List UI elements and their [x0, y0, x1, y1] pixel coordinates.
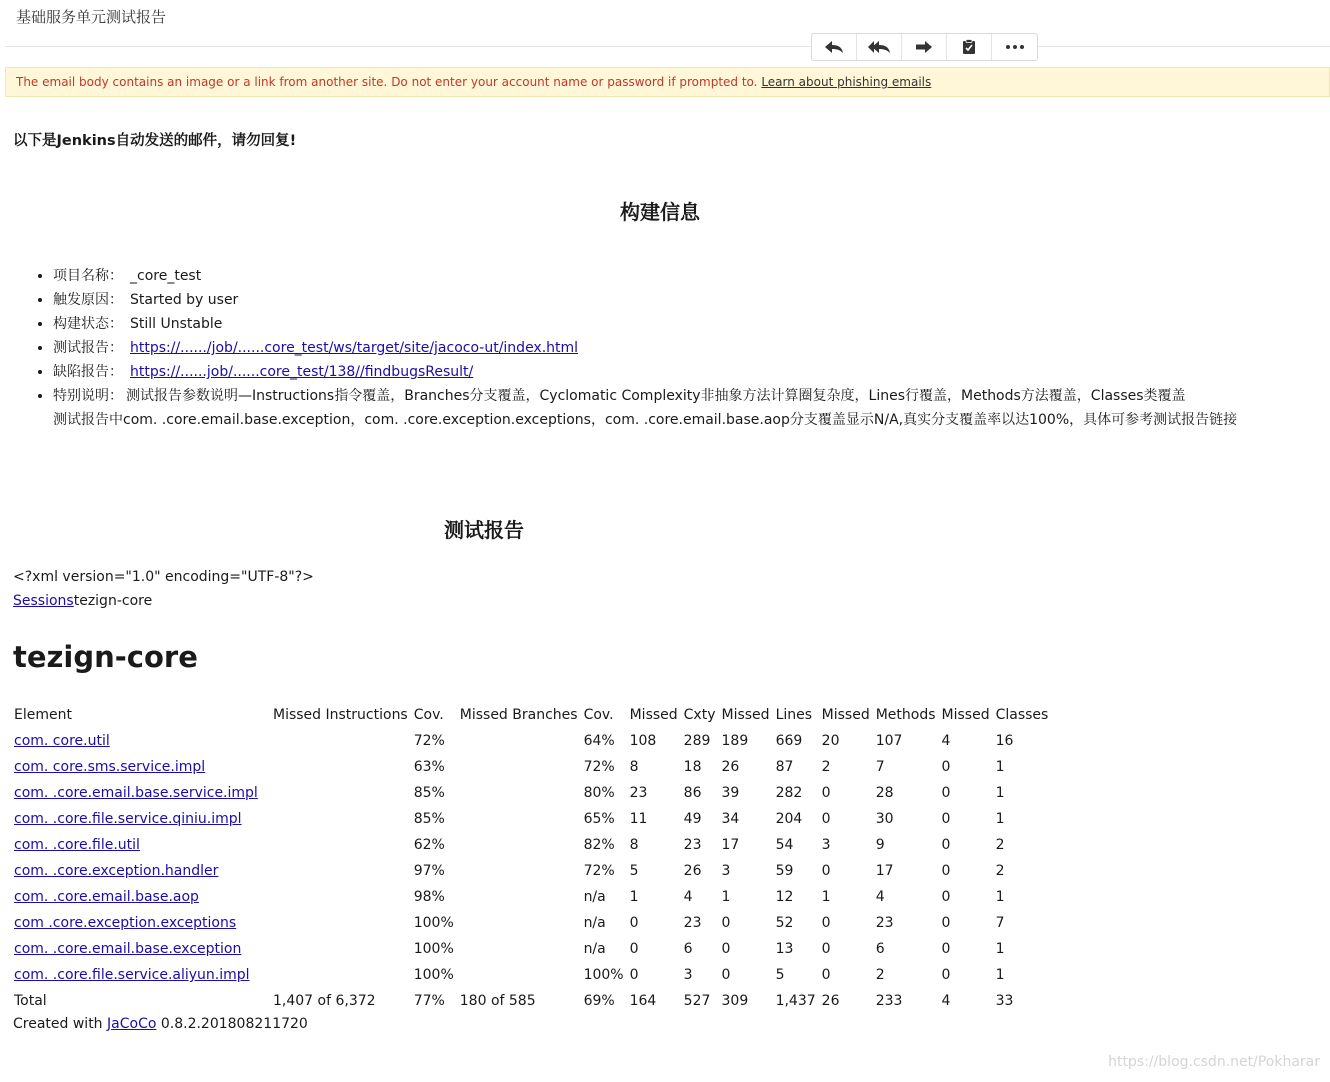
phishing-warning-text: The email body contains an image or a link from another site. Do not enter your account name or password if prompted to.: [16, 75, 758, 89]
cell-missed-methods: 0: [821, 863, 831, 879]
cell-empty: [270, 884, 411, 910]
cell-element: [11, 884, 270, 910]
cell-missed-lines: 0: [721, 967, 731, 983]
email-subject: 基础服务单元测试报告: [16, 8, 167, 26]
column-header: Methods: [875, 707, 936, 723]
cell-methods: 6: [875, 941, 885, 957]
cell-missed-classes: 0: [941, 967, 951, 983]
total-methods: 233: [875, 993, 903, 1009]
phishing-warning-banner: [5, 67, 1330, 97]
cell-lines: 5: [775, 967, 785, 983]
cell-classes: 1: [995, 785, 1005, 801]
table-row: [11, 962, 1051, 988]
cell-element: [11, 832, 270, 858]
cell-lines: 52: [775, 915, 794, 931]
cell-missed-lines: 17: [721, 837, 740, 853]
cell-missed-lines: 0: [721, 915, 731, 931]
column-header: Element: [14, 707, 72, 723]
total-row: [11, 988, 1051, 1014]
package-link[interactable]: com. .core.file.util: [14, 837, 140, 853]
xml-declaration: <?xml version="1.0" encoding="UTF-8"?>: [13, 569, 314, 585]
project-name-value: _core_test: [130, 268, 202, 284]
list-item: [53, 384, 1186, 408]
package-link[interactable]: com. .core.email.base.aop: [14, 889, 199, 905]
coverage-table-total: [11, 988, 1051, 1014]
cell-instr-cov: 98%: [413, 889, 445, 905]
cell-missed-cxty: 8: [629, 759, 639, 775]
footer-version: 0.8.2.201808211720: [160, 1016, 308, 1032]
total-missed-instructions: 1,407 of 6,372: [273, 993, 376, 1009]
cell-missed-methods: 0: [821, 785, 831, 801]
cell-lines: 87: [775, 759, 794, 775]
table-row: [11, 884, 1051, 910]
cell-missed-methods: 20: [821, 733, 840, 749]
package-link[interactable]: com. .core.email.base.service.impl: [14, 785, 258, 801]
total-missed-classes: 4: [941, 993, 951, 1009]
defect-report-link[interactable]: https://......job/......core_test/138//findbugsResult/: [130, 364, 474, 380]
cell-missed-classes: 0: [941, 915, 951, 931]
cell-missed-cxty: 8: [629, 837, 639, 853]
list-item: [53, 288, 1186, 312]
cell-empty: [457, 780, 581, 806]
cell-missed-cxty: 0: [629, 967, 639, 983]
column-header: Missed: [941, 707, 990, 723]
cell-branch-cov: 82%: [583, 837, 615, 853]
total-missed-branches: 180 of 585: [459, 993, 536, 1009]
cell-cxty: 18: [683, 759, 702, 775]
column-header: Missed: [821, 707, 870, 723]
clipboard-button[interactable]: [947, 34, 992, 60]
total-missed-methods: 26: [821, 993, 840, 1009]
cell-methods: 9: [875, 837, 885, 853]
cell-empty: [457, 858, 581, 884]
table-row: [11, 780, 1051, 806]
cell-lines: 282: [775, 785, 803, 801]
cell-instr-cov: 72%: [413, 733, 445, 749]
cell-instr-cov: 63%: [413, 759, 445, 775]
package-link[interactable]: com. .core.exception.handler: [14, 863, 219, 879]
cell-lines: 12: [775, 889, 794, 905]
cell-missed-methods: 2: [821, 759, 831, 775]
cell-cxty: 49: [683, 811, 702, 827]
breadcrumb-current: tezign-core: [73, 593, 153, 609]
cell-branch-cov: 80%: [583, 785, 615, 801]
cell-classes: 1: [995, 967, 1005, 983]
total-lines: 1,437: [775, 993, 816, 1009]
cell-branch-cov: 100%: [583, 967, 624, 983]
cell-lines: 59: [775, 863, 794, 879]
table-row: [11, 832, 1051, 858]
cell-missed-cxty: 11: [629, 811, 648, 827]
reply-button[interactable]: [812, 34, 857, 60]
reply-icon: [824, 40, 844, 54]
cell-missed-cxty: 0: [629, 941, 639, 957]
cell-missed-classes: 4: [941, 733, 951, 749]
column-header: Missed: [629, 707, 678, 723]
cell-missed-lines: 34: [721, 811, 740, 827]
learn-phishing-link[interactable]: Learn about phishing emails: [761, 75, 932, 89]
cell-missed-classes: 0: [941, 811, 951, 827]
clipboard-icon: [962, 39, 976, 55]
cell-element: [11, 754, 270, 780]
cell-cxty: 6: [683, 941, 693, 957]
cell-methods: 28: [875, 785, 894, 801]
cell-branch-cov: 65%: [583, 811, 615, 827]
cell-cxty: 86: [683, 785, 702, 801]
coverage-table: [11, 702, 1051, 1014]
forward-button[interactable]: [902, 34, 947, 60]
cell-instr-cov: 62%: [413, 837, 445, 853]
cell-lines: 54: [775, 837, 794, 853]
info-label: 构建状态：: [53, 316, 123, 332]
cell-missed-cxty: 0: [629, 915, 639, 931]
cell-missed-classes: 0: [941, 759, 951, 775]
header-row: [11, 702, 1051, 728]
cell-missed-cxty: 5: [629, 863, 639, 879]
watermark: https://blog.csdn.net/Pokharar: [1108, 1054, 1320, 1070]
cell-missed-lines: 189: [721, 733, 749, 749]
cell-element: [11, 858, 270, 884]
test-report-title: 测试报告: [444, 518, 524, 542]
coverage-table-header: [11, 702, 1051, 728]
cell-empty: [457, 832, 581, 858]
cell-cxty: 4: [683, 889, 693, 905]
cell-missed-methods: 0: [821, 811, 831, 827]
cell-element: [11, 910, 270, 936]
cell-lines: 13: [775, 941, 794, 957]
cell-methods: 107: [875, 733, 903, 749]
cell-methods: 7: [875, 759, 885, 775]
breadcrumb: [13, 593, 152, 609]
cell-missed-cxty: 1: [629, 889, 639, 905]
table-row: [11, 910, 1051, 936]
cell-empty: [457, 962, 581, 988]
info-label: 项目名称：: [53, 268, 123, 284]
header-divider: [5, 46, 1330, 47]
column-header: Missed Branches: [459, 707, 578, 723]
reply-all-icon: [868, 40, 890, 54]
more-button[interactable]: [992, 34, 1037, 60]
cell-branch-cov: 72%: [583, 759, 615, 775]
cell-branch-cov: 64%: [583, 733, 615, 749]
cell-instr-cov: 85%: [413, 785, 445, 801]
cell-classes: 2: [995, 837, 1005, 853]
package-link[interactable]: com. .core.email.base.exception: [14, 941, 242, 957]
build-status-value: Still Unstable: [130, 316, 223, 332]
cell-empty: [457, 754, 581, 780]
cell-classes: 7: [995, 915, 1005, 931]
cell-element: [11, 806, 270, 832]
cell-branch-cov: 72%: [583, 863, 615, 879]
cell-element: [11, 936, 270, 962]
info-label: 缺陷报告：: [53, 364, 123, 380]
package-link[interactable]: com. .core.file.service.qiniu.impl: [14, 811, 242, 827]
cell-branch-cov: n/a: [583, 941, 606, 957]
cell-missed-classes: 0: [941, 863, 951, 879]
cell-missed-lines: 26: [721, 759, 740, 775]
list-item: [53, 360, 1186, 384]
table-row: [11, 936, 1051, 962]
email-toolbar: [811, 33, 1038, 61]
cell-branch-cov: n/a: [583, 915, 606, 931]
cell-classes: 1: [995, 889, 1005, 905]
cell-methods: 23: [875, 915, 894, 931]
trigger-reason-value: Started by user: [130, 292, 239, 308]
cell-methods: 30: [875, 811, 894, 827]
total-branch-cov: 69%: [583, 993, 615, 1009]
cell-empty: [270, 832, 411, 858]
footer-prefix: Created with: [13, 1016, 103, 1032]
intro-text: 以下是Jenkins自动发送的邮件，请勿回复!: [13, 133, 297, 149]
cell-lines: 204: [775, 811, 803, 827]
list-item: [53, 264, 1186, 288]
cell-branch-cov: n/a: [583, 889, 606, 905]
cell-empty: [457, 936, 581, 962]
cell-instr-cov: 85%: [413, 811, 445, 827]
cell-missed-methods: 0: [821, 967, 831, 983]
total-instr-cov: 77%: [413, 993, 445, 1009]
cell-cxty: 23: [683, 837, 702, 853]
cell-classes: 1: [995, 941, 1005, 957]
total-cxty: 527: [683, 993, 711, 1009]
cell-instr-cov: 100%: [413, 941, 454, 957]
cell-missed-methods: 1: [821, 889, 831, 905]
list-item: [53, 312, 1186, 336]
special-note-line2: 测试报告中com. .core.email.base.exception，com. .core.exception.exceptions，com. .core.email.base.aop分支覆盖显示N/A,真实分支覆盖率以达100%，具体可参考测试报告链接: [53, 412, 1238, 428]
cell-missed-lines: 39: [721, 785, 740, 801]
cell-element: [11, 780, 270, 806]
column-header: Missed Instructions: [273, 707, 408, 723]
package-link[interactable]: com. .core.file.service.aliyun.impl: [14, 967, 250, 983]
cell-empty: [457, 728, 581, 754]
cell-classes: 1: [995, 811, 1005, 827]
project-title: tezign-core: [13, 640, 198, 674]
package-link[interactable]: com. core.sms.service.impl: [14, 759, 206, 775]
column-header: Cov.: [413, 707, 444, 723]
cell-empty: [457, 884, 581, 910]
column-header: Cov.: [583, 707, 614, 723]
info-label: 测试报告：: [53, 340, 123, 356]
cell-empty: [457, 910, 581, 936]
jacoco-link[interactable]: JaCoCo: [107, 1016, 157, 1032]
cell-missed-classes: 0: [941, 941, 951, 957]
cell-missed-lines: 0: [721, 941, 731, 957]
table-row: [11, 858, 1051, 884]
package-link[interactable]: com. core.util: [14, 733, 110, 749]
cell-empty: [270, 936, 411, 962]
cell-missed-classes: 0: [941, 785, 951, 801]
cell-classes: 2: [995, 863, 1005, 879]
test-report-link[interactable]: https://....../job/......core_test/ws/target/site/jacoco-ut/index.html: [130, 340, 579, 356]
column-header: Cxty: [683, 707, 716, 723]
cell-empty: [270, 780, 411, 806]
cell-element: [11, 962, 270, 988]
cell-instr-cov: 100%: [413, 967, 454, 983]
cell-missed-cxty: 23: [629, 785, 648, 801]
cell-missed-classes: 0: [941, 837, 951, 853]
cell-empty: [270, 728, 411, 754]
cell-instr-cov: 97%: [413, 863, 445, 879]
total-missed-lines: 309: [721, 993, 749, 1009]
cell-methods: 4: [875, 889, 885, 905]
cell-cxty: 3: [683, 967, 693, 983]
table-row: [11, 728, 1051, 754]
cell-classes: 1: [995, 759, 1005, 775]
column-header: Classes: [995, 707, 1049, 723]
special-note-value: 测试报告参数说明—Instructions指令覆盖，Branches分支覆盖，Cyclomatic Complexity非抽象方法计算圈复杂度，Lines行覆盖，Methods方法覆盖，Classes类覆盖: [126, 388, 1186, 404]
cell-methods: 17: [875, 863, 894, 879]
cell-instr-cov: 100%: [413, 915, 454, 931]
total-missed-cxty: 164: [629, 993, 657, 1009]
cell-methods: 2: [875, 967, 885, 983]
table-row: [11, 754, 1051, 780]
build-info-title: 构建信息: [620, 200, 700, 224]
cell-empty: [270, 962, 411, 988]
coverage-table-body: [11, 728, 1051, 988]
cell-missed-cxty: 108: [629, 733, 657, 749]
info-label: 特别说明：: [53, 388, 123, 404]
reply-all-button[interactable]: [857, 34, 902, 60]
cell-lines: 669: [775, 733, 803, 749]
info-label: 触发原因：: [53, 292, 123, 308]
cell-empty: [270, 910, 411, 936]
cell-cxty: 23: [683, 915, 702, 931]
cell-element: [11, 728, 270, 754]
footer: [13, 1016, 308, 1032]
cell-missed-methods: 0: [821, 915, 831, 931]
cell-missed-methods: 0: [821, 941, 831, 957]
more-icon: [1005, 44, 1025, 50]
list-item: [53, 336, 1186, 360]
cell-empty: [270, 754, 411, 780]
cell-cxty: 289: [683, 733, 711, 749]
cell-missed-lines: 3: [721, 863, 731, 879]
forward-icon: [915, 40, 933, 54]
cell-missed-methods: 3: [821, 837, 831, 853]
sessions-link[interactable]: Sessions: [13, 593, 74, 609]
cell-missed-classes: 0: [941, 889, 951, 905]
column-header: Missed: [721, 707, 770, 723]
cell-cxty: 26: [683, 863, 702, 879]
cell-empty: [270, 858, 411, 884]
cell-empty: [457, 806, 581, 832]
total-label: Total: [14, 993, 47, 1009]
column-header: Lines: [775, 707, 813, 723]
total-classes: 33: [995, 993, 1014, 1009]
table-row: [11, 806, 1051, 832]
cell-missed-lines: 1: [721, 889, 731, 905]
package-link[interactable]: com .core.exception.exceptions: [14, 915, 237, 931]
build-info-list: [53, 264, 1186, 408]
cell-empty: [270, 806, 411, 832]
cell-classes: 16: [995, 733, 1014, 749]
